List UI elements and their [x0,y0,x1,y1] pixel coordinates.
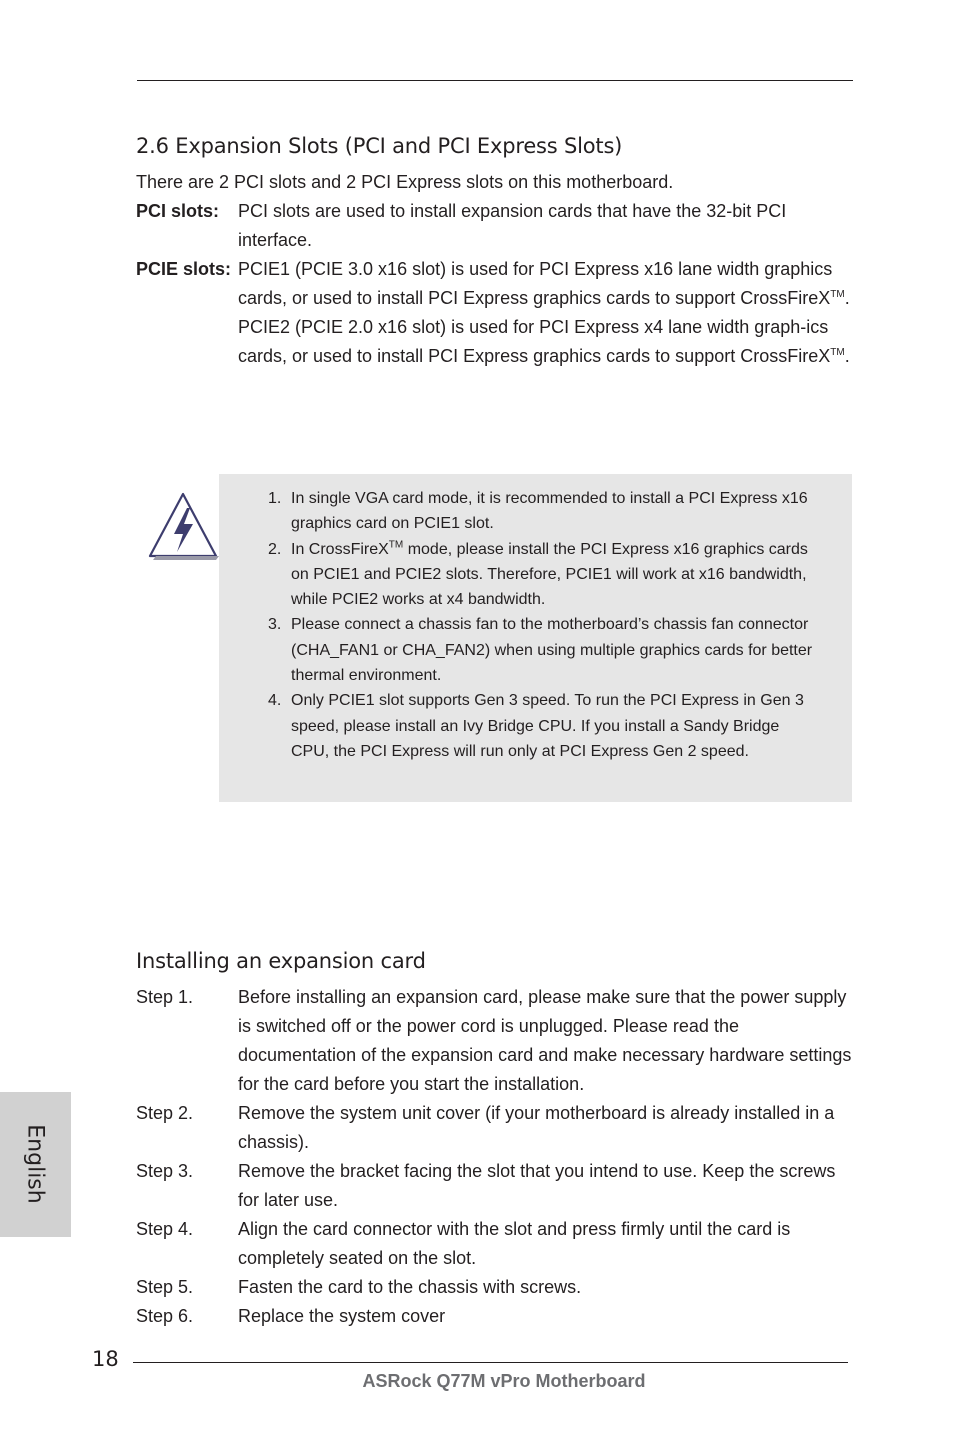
note-item [268,612,816,688]
step-item [136,1099,852,1157]
warning-triangle-lightning-icon [146,490,220,562]
pci-slots-term: PCI slots: [136,201,220,221]
step-item [136,1215,852,1273]
pci-slots-text: PCI slots are used to install expansion cards that have the 32-bit PCI interface. [238,201,787,250]
step-label: Step 4. [136,1219,194,1239]
trademark-mark: TM [830,289,845,300]
step-label: Step 2. [136,1103,194,1123]
step-text: Align the card connector with the slot and press firmly until the card is completely seated on the slot. [238,1219,791,1268]
note-text: mode, please install the PCI Express x16 graphics cards on PCIE1 and PCIE2 slots. Therefore, PCIE1 will work at x16 bandwidth, while PCIE2 works at x4 bandwidth. [291,540,808,609]
page-number: 18 [92,1347,119,1371]
step-label: Step 6. [136,1306,194,1326]
bottom-rule [133,1362,848,1363]
period: . [844,288,850,308]
pcie1-text: PCIE1 (PCIE 3.0 x16 slot) is used for PCI Express x16 lane width graphics cards, or used to install PCI Express graphics cards to support CrossFireX [238,259,833,308]
note-number: 3. [268,616,282,634]
note-item [268,537,816,613]
language-tab [0,1092,71,1237]
trademark-mark: TM [830,347,845,358]
step-text: Replace the system cover [238,1306,446,1326]
step-item [136,1273,852,1302]
step-item [136,983,852,1099]
note-number: 2. [268,540,282,558]
step-text: Before installing an expansion card, please make sure that the power supply is switched off or the power cord is unplugged. Please read the documentation of the expansion card and make necessary hardware settings for the card before you start the installation. [238,987,852,1094]
pcie1-description [238,255,854,313]
note-text: Please connect a chassis fan to the motherboard’s chassis fan connector (CHA_FAN1 or CHA_FAN2) when using multiple graphics cards for better thermal environment. [291,616,813,685]
language-label: English [22,1124,48,1204]
step-label: Step 3. [136,1161,194,1181]
note-number: 4. [268,692,282,710]
install-title: Installing an expansion card [136,949,426,973]
note-text: In single VGA card mode, it is recommended to install a PCI Express x16 graphics card on PCIE1 slot. [291,490,808,533]
footer-title: ASRock Q77M vPro Motherboard [362,1371,646,1391]
pcie2-description [238,313,854,371]
step-label: Step 1. [136,987,194,1007]
note-item [268,486,816,537]
notes-list [268,486,816,764]
step-item [136,1302,852,1331]
period: . [844,346,850,366]
note-number: 1. [268,490,282,507]
install-steps [136,983,852,1331]
step-text: Fasten the card to the chassis with screws. [238,1277,582,1297]
note-item [268,688,816,764]
step-item [136,1157,852,1215]
trademark-mark: TM [388,539,404,551]
pcie2-text: PCIE2 (PCIE 2.0 x16 slot) is used for PCI Express x4 lane width graph-ics cards, or used to install PCI Express graphics cards to support CrossFireX [238,317,831,366]
step-text: Remove the system unit cover (if your motherboard is already installed in a chassis). [238,1103,835,1152]
section-intro: There are 2 PCI slots and 2 PCI Express slots on this motherboard. [136,172,674,192]
note-text: Only PCIE1 slot supports Gen 3 speed. To run the PCI Express in Gen 3 speed, please install an Ivy Bridge CPU. If you install a Sandy Bridge CPU, the PCI Express will run only at PCI Express Gen 2 speed. [291,692,804,760]
note-text: In CrossFireX [291,540,389,558]
step-label: Step 5. [136,1277,194,1297]
section-title: 2.6 Expansion Slots (PCI and PCI Express Slots) [136,134,623,158]
top-rule [137,80,853,81]
pcie-slots-term: PCIE slots: [136,259,232,279]
step-text: Remove the bracket facing the slot that you intend to use. Keep the screws for later use. [238,1161,836,1210]
